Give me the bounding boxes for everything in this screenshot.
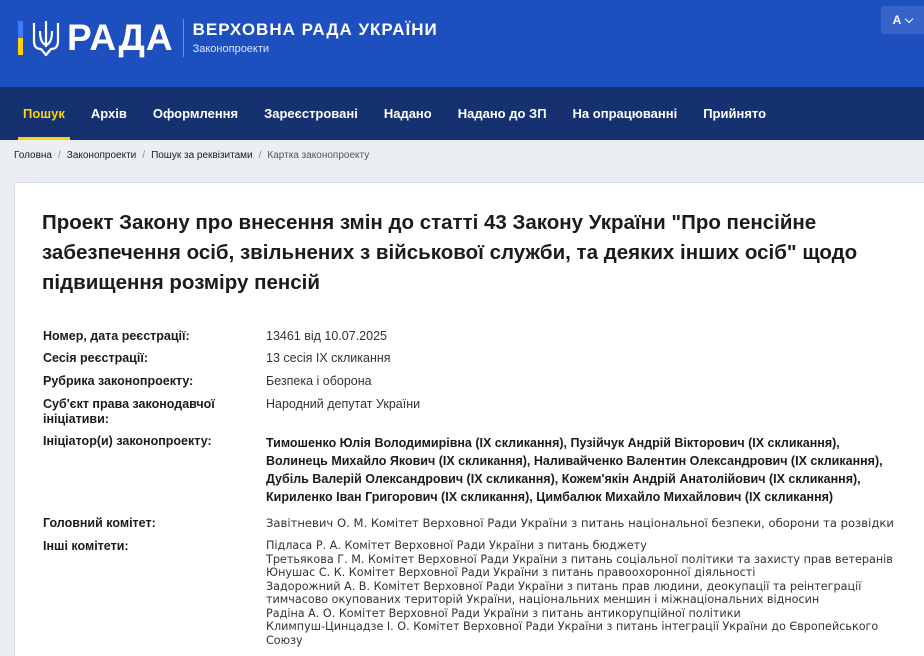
breadcrumb-separator: /: [258, 150, 262, 161]
field-row-initiators: [43, 434, 896, 506]
logo-word: РАДА: [67, 17, 174, 58]
chevron-down-icon: [905, 14, 913, 22]
list-item: Третьякова Г. М. Комітет Верховної Ради України з питань соціальної політики та захисту прав ветеранів: [266, 552, 893, 566]
breadcrumb: [14, 150, 369, 161]
field-row-subject: [43, 397, 420, 427]
nav-item-submitted[interactable]: Надано: [383, 106, 432, 121]
list-item: Підласа Р. А. Комітет Верховної Ради України з питань бюджету: [266, 539, 647, 552]
field-row-other-committees: [43, 539, 906, 647]
flag-icon: [18, 21, 23, 55]
field-row-session: [43, 351, 391, 366]
page-title: Проект Закону про внесення змін до статті 43 Закону України "Про пенсійне забезпечення осіб, звільнених з військової служби, та деяких інших осіб" щодо підвищення розміру пенсій: [42, 211, 858, 294]
field-row-number: [43, 329, 387, 344]
site-name: [193, 20, 438, 56]
nav-item-submitted-zp[interactable]: Надано до ЗП: [457, 106, 547, 121]
breadcrumb-separator: /: [58, 150, 61, 161]
field-value-initiators[interactable]: Тимошенко Юлія Володимирівна (IX скликання), Пузійчук Андрій Вікторович (IX скликання), Волинець Михайло Якович (IX скликання), Наливайченко Валентин Олександрович (IX скликання), Дубіль Валерій Олександрович (IX скликання), Кожем'якін Андрій Анатолійович (IX скликання), Кириленко Іван Григорович (IX скликання), Цимбалюк Михайло Михайлович (IX скликання): [266, 436, 883, 504]
field-row-rubric: [43, 374, 372, 389]
nav-item-search[interactable]: Пошук: [10, 87, 78, 140]
nav-item-processing[interactable]: Оформлення: [152, 106, 239, 121]
trident-icon: [31, 19, 61, 57]
nav-item-registered[interactable]: Зареєстровані: [264, 106, 358, 121]
breadcrumb-home[interactable]: Головна: [14, 150, 52, 161]
font-size-toggle-button[interactable]: [881, 6, 924, 34]
nav-item-adopted[interactable]: Прийнято: [703, 106, 767, 121]
field-value-subject: Народний депутат України: [266, 397, 421, 411]
site-header: [0, 0, 924, 87]
field-value-rubric: Безпека і оборона: [266, 374, 372, 388]
lang-label: A: [892, 13, 902, 27]
field-value-main-committee: Завітневич О. М. Комітет Верховної Ради України з питань національної безпеки, оборони та розвідки: [266, 516, 894, 530]
list-item: Юнушас С. К. Комітет Верховної Ради України з питань правоохоронної діяльності: [266, 566, 756, 579]
field-row-main-committee: [43, 516, 894, 531]
field-label: Інші комітети:: [43, 539, 129, 553]
field-label: Номер, дата реєстрації:: [43, 329, 190, 343]
logo-separator: [183, 19, 184, 57]
other-committees-list: [266, 539, 906, 647]
list-item: Радіна А. О. Комітет Верховної Ради України з питань антикорупційної політики: [266, 606, 741, 620]
field-value-session: 13 сесія IX скликання: [266, 351, 391, 365]
breadcrumb-search[interactable]: Пошук за реквізитами: [151, 150, 253, 161]
list-item: Задорожний А. В. Комітет Верховної Ради України з питань прав людини, деокупації та реінтеграції тимчасово окупованих територій України, національних меншин і міжнаціональних відносин: [266, 579, 862, 606]
breadcrumb-separator: /: [142, 150, 146, 161]
breadcrumb-bills[interactable]: Законопроекти: [66, 150, 137, 161]
nav-item-archive[interactable]: Архів: [90, 106, 127, 121]
site-title: ВЕРХОВНА РАДА УКРАЇНИ: [192, 20, 438, 39]
field-value-number: 13461 від 10.07.2025: [266, 329, 387, 343]
field-label: Рубрика законопроекту:: [43, 374, 194, 388]
nav-item-in-review[interactable]: На опрацюванні: [572, 106, 678, 121]
main-nav: [0, 87, 924, 140]
field-label: Сесія реєстрації:: [43, 351, 148, 365]
field-label: Суб'єкт права законодавчої ініціативи:: [43, 397, 215, 426]
field-label: Головний комітет:: [43, 516, 156, 530]
site-subtitle: Законопроекти: [192, 43, 270, 55]
field-label: Ініціатор(и) законопроекту:: [43, 434, 212, 448]
list-item: Климпуш-Цинцадзе І. О. Комітет Верховної Ради України з питань інтеграції України до Європейського Союзу: [266, 620, 879, 647]
site-logo[interactable]: [18, 18, 438, 58]
breadcrumb-current: Картка законопроекту: [267, 150, 370, 161]
